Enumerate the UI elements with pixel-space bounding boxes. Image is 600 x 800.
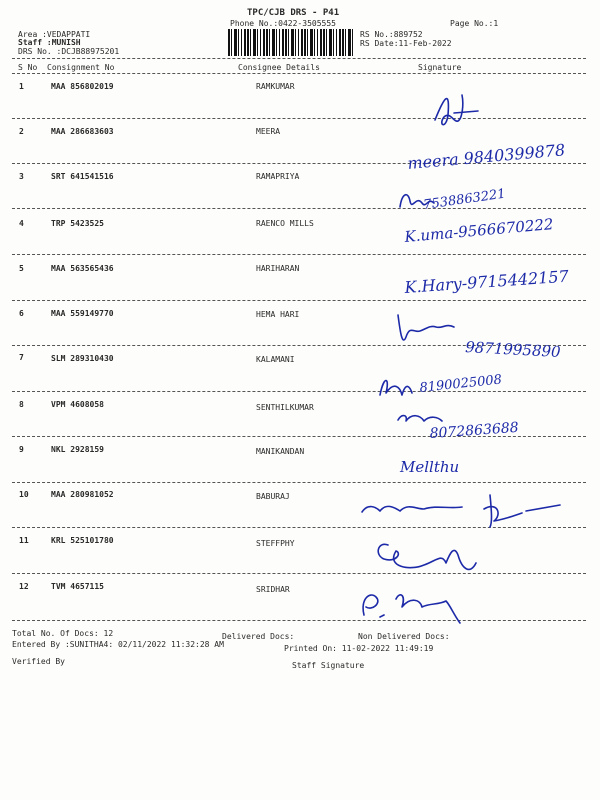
consignee-name: STEFFPHY (256, 539, 295, 548)
handwritten-note: K.uma-9566670222 (403, 215, 555, 246)
consignment-no: MAA 856802019 (51, 82, 114, 91)
row-sno: 11 (19, 536, 29, 545)
consignment-no: MAA 563565436 (51, 264, 114, 273)
consignment-no: TRP 5423525 (51, 219, 104, 228)
consignee-name: MANIKANDAN (256, 447, 305, 456)
consignee-name: HEMA HARI (256, 310, 300, 319)
signature-scribble (362, 506, 462, 512)
consignment-no: VPM 4608058 (51, 400, 104, 409)
consignee-name: RAMKUMAR (256, 82, 295, 91)
consignment-no: NKL 2928159 (51, 445, 104, 454)
handwritten-phone: 7538863221 (422, 186, 507, 213)
entered-by: Entered By :SUNITHA4: 02/11/2022 11:32:28 AM (12, 640, 224, 649)
row-sno: 7 (19, 353, 24, 362)
consignee-name: RAENCO MILLS (256, 219, 314, 228)
drs-title: TPC/CJB DRS - P41 (247, 8, 340, 18)
consignee-name: RAMAPRIYA (256, 172, 300, 181)
handwritten-phone: 8072863688 (429, 419, 520, 442)
handwritten-note: Mellthu (400, 458, 460, 476)
row-sno: 12 (19, 582, 29, 591)
consignment-no: KRL 525101780 (51, 536, 114, 545)
printed-on: Printed On: 11-02-2022 11:49:19 (284, 644, 434, 653)
signature-area (350, 75, 595, 635)
consignment-no: MAA 280981052 (51, 490, 114, 499)
divider (12, 73, 586, 74)
row-sno: 6 (19, 309, 24, 318)
staff-signature: Staff Signature (292, 661, 365, 670)
row-sno: 10 (19, 490, 29, 499)
col-signature: Signature (418, 63, 462, 72)
verified-by: Verified By (12, 657, 65, 666)
consignee-name: SENTHILKUMAR (256, 403, 314, 412)
consignee-name: BABURAJ (256, 492, 290, 501)
signature-scribble (363, 595, 460, 623)
col-sno: S No (18, 63, 38, 72)
staff-field: Staff :MUNISH (18, 38, 81, 47)
divider (12, 58, 586, 59)
signature-scribble (484, 495, 560, 527)
row-sno: 5 (19, 264, 24, 273)
handwritten-phone: 8190025008 (418, 372, 503, 396)
row-sno: 3 (19, 172, 24, 181)
consignment-no: SRT 641541516 (51, 172, 114, 181)
row-sno: 9 (19, 445, 24, 454)
col-consignment: Consignment No (47, 63, 115, 72)
consignee-name: KALAMANI (256, 355, 295, 364)
consignee-name: SRIDHAR (256, 585, 290, 594)
signature-scribble (378, 544, 476, 569)
consignee-name: HARIHARAN (256, 264, 300, 273)
signature-scribble (380, 381, 412, 396)
row-sno: 1 (19, 82, 24, 91)
drs-number: DRS No. :DCJB88975201 (18, 47, 120, 56)
signature-scribble (398, 315, 454, 340)
signature-scribble (435, 95, 478, 125)
consignment-no: SLM 289310430 (51, 354, 114, 363)
rs-number: RS No.:889752 (360, 30, 423, 39)
col-consignee: Consignee Details (238, 63, 320, 72)
consignment-no: TVM 4657115 (51, 582, 104, 591)
non-delivered-docs: Non Delivered Docs: (358, 632, 450, 641)
consignee-name: MEERA (256, 127, 281, 136)
consignment-no: MAA 559149770 (51, 309, 114, 318)
handwritten-note: K.Hary-9715442157 (403, 266, 570, 297)
page-number: Page No.:1 (450, 19, 499, 28)
total-docs: Total No. Of Docs: 12 (12, 629, 114, 638)
row-sno: 8 (19, 400, 24, 409)
rs-date: RS Date:11-Feb-2022 (360, 39, 452, 48)
consignment-no: MAA 286683603 (51, 127, 114, 136)
row-sno: 2 (19, 127, 24, 136)
signature-scribble (398, 416, 442, 421)
barcode (228, 29, 354, 56)
delivered-docs: Delivered Docs: (222, 632, 295, 641)
phone-number: Phone No.:0422-3505555 (230, 19, 336, 28)
handwritten-phone: meera 9840399878 (406, 140, 566, 173)
area-field: Area :VEDAPPATI (18, 30, 91, 39)
handwritten-phone: 9871995890 (464, 338, 562, 361)
row-sno: 4 (19, 219, 24, 228)
